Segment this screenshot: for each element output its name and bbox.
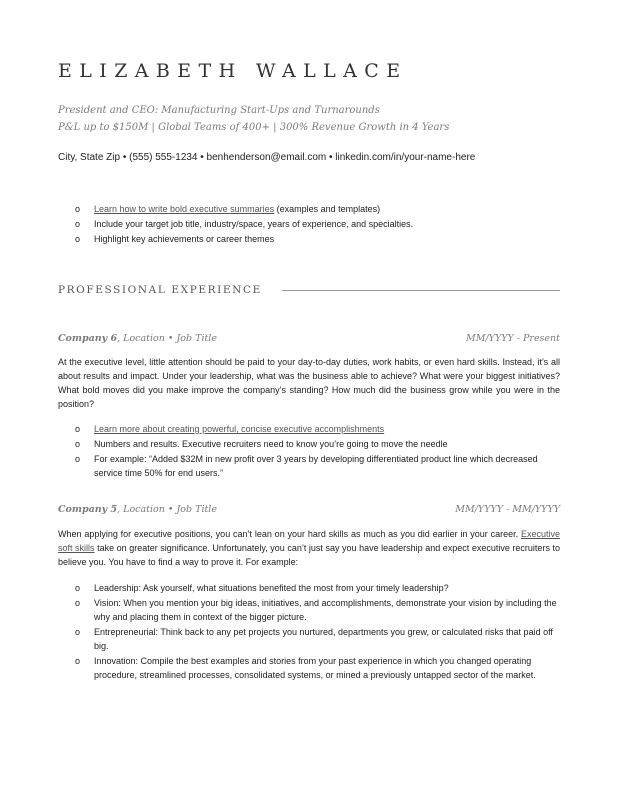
bullet-marker: o bbox=[75, 219, 81, 229]
bullet-marker: o bbox=[75, 656, 81, 666]
list-item-text: Innovation: Compile the best examples and stories from your past experience in which you changed operating procedure, streamlined processes, consolidated systems, or mined a previously untapped sector of the market. bbox=[94, 656, 536, 680]
company-name: Company 5 bbox=[58, 504, 118, 515]
list-item-text: Entrepreneurial: Think back to any pet projects you nurtured, departments you grew, or calculated risks that paid off big. bbox=[94, 627, 553, 651]
job-dates: MM/YYYY - Present bbox=[466, 333, 560, 344]
bullet-marker: o bbox=[75, 439, 81, 449]
bullet-marker: o bbox=[75, 234, 81, 244]
bullet-marker: o bbox=[75, 598, 81, 608]
job-description-text: When applying for executive positions, you can’t lean on your hard skills as much as you did earlier in your career. bbox=[58, 529, 521, 539]
list-item bbox=[58, 596, 560, 624]
list-item bbox=[58, 437, 560, 451]
job-location-title: , Location • Job Title bbox=[117, 504, 217, 515]
executive-soft-skills-link[interactable]: Executive soft skills bbox=[58, 529, 560, 553]
job-description: At the executive level, little attention should be paid to your day-to-day duties, work habits, or even hard skills. Instead, it’s all about results and impact. Under your leadership, what was the business able to achieve? What were your biggest initiatives? What bold moves did you make improve the company’s standing? How much did the business grow while you were in the position? bbox=[58, 357, 560, 409]
list-item bbox=[58, 217, 560, 231]
list-item bbox=[58, 625, 560, 653]
job-heading-company-6 bbox=[58, 333, 560, 347]
section-divider bbox=[282, 290, 560, 291]
list-item bbox=[58, 422, 560, 436]
list-item-text: Numbers and results. Executive recruiters need to know you’re going to move the needle bbox=[94, 439, 448, 449]
headline-highlights: P&L up to $150M | Global Teams of 400+ | 300% Revenue Growth in 4 Years bbox=[58, 122, 450, 133]
candidate-name: ELIZABETH WALLACE bbox=[58, 60, 408, 82]
bullet-marker: o bbox=[75, 454, 81, 464]
list-item bbox=[58, 232, 560, 246]
list-item-text: Leadership: Ask yourself, what situations benefited the most from your timely leadership? bbox=[94, 583, 449, 593]
company-name: Company 6 bbox=[58, 333, 118, 344]
list-item bbox=[58, 654, 560, 682]
job-description-text: take on greater significance. Unfortunately, you can’t just say you have leadership and expect executive recruiters to believe you. You have to find a way to prove it. For example: bbox=[58, 543, 560, 567]
job-location-title: , Location • Job Title bbox=[117, 333, 217, 344]
list-item-text: Vision: When you mention your big ideas, initiatives, and accomplishments, demonstrate your vision by including the why and placing them in context of the bigger picture. bbox=[94, 598, 557, 622]
list-item-text: For example: “Added $32M in new profit over 3 years by developing differentiated product line which decreased service time 50% for end users.” bbox=[94, 454, 538, 478]
executive-accomplishments-link[interactable]: Learn more about creating powerful, concise executive accomplishments bbox=[94, 424, 385, 434]
summary-bullet-list bbox=[58, 202, 560, 247]
headline-title: President and CEO: Manufacturing Start-Ups and Turnarounds bbox=[58, 105, 380, 116]
list-item bbox=[58, 202, 560, 216]
job-description bbox=[58, 527, 560, 569]
list-item bbox=[58, 452, 560, 480]
list-item-text: Highlight key achievements or career themes bbox=[94, 234, 275, 244]
section-title: PROFESSIONAL EXPERIENCE bbox=[58, 284, 262, 296]
bullet-marker: o bbox=[75, 424, 81, 434]
list-item bbox=[58, 581, 560, 595]
job-heading-company-5 bbox=[58, 504, 560, 518]
list-item-text: (examples and templates) bbox=[274, 204, 381, 214]
job2-bullet-list bbox=[58, 581, 560, 683]
section-header-experience bbox=[58, 282, 560, 298]
job1-bullet-list bbox=[58, 422, 560, 481]
list-item-text: Include your target job title, industry/space, years of experience, and specialties. bbox=[94, 219, 414, 229]
bullet-marker: o bbox=[75, 627, 81, 637]
job-dates: MM/YYYY - MM/YYYY bbox=[455, 504, 560, 515]
bullet-marker: o bbox=[75, 204, 81, 214]
contact-line: City, State Zip • (555) 555-1234 • benhenderson@email.com • linkedin.com/in/your-name-here bbox=[58, 152, 476, 163]
executive-summaries-link[interactable]: Learn how to write bold executive summaries bbox=[94, 204, 275, 214]
bullet-marker: o bbox=[75, 583, 81, 593]
